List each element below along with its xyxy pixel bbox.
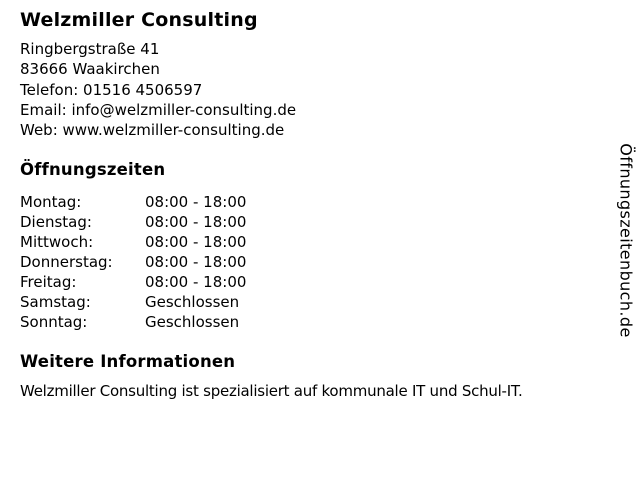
web-line: Web: www.welzmiller-consulting.de [20,121,285,140]
hours-time-value: 08:00 - 18:00 [145,273,247,291]
address-street-line: Ringbergstraße 41 [20,40,160,58]
business-name-title: Welzmiller Consulting [20,9,258,31]
contact-block [20,39,296,140]
hours-day-label: Dienstag: [20,213,92,231]
hours-row-friday [20,272,246,292]
hours-row-thursday [20,252,246,272]
more-info-heading: Weitere Informationen [20,352,236,371]
email-line: Email: info@welzmiller-consulting.de [20,100,297,119]
hours-day-label: Mittwoch: [20,233,94,251]
hours-row-tuesday [20,212,246,232]
site-watermark-vertical-label: Öffnungszeitenbuch.de [616,143,636,338]
more-info-text: Welzmiller Consulting ist spezialisiert auf kommunale IT und Schul-IT. [20,382,523,400]
hours-day-label: Freitag: [20,273,77,291]
hours-time-value: 08:00 - 18:00 [145,253,247,271]
hours-time-value: Geschlossen [145,313,240,331]
hours-day-label: Sonntag: [20,313,88,331]
hours-row-saturday [20,292,246,312]
hours-row-monday [20,192,246,212]
hours-row-sunday [20,312,246,332]
hours-time-value: Geschlossen [145,293,240,311]
phone-line: Telefon: 01516 4506597 [20,80,203,99]
hours-time-value: 08:00 - 18:00 [145,233,247,251]
opening-hours-heading: Öffnungszeiten [20,160,166,179]
hours-time-value: 08:00 - 18:00 [145,193,247,211]
address-city-line: 83666 Waakirchen [20,60,160,79]
hours-day-label: Samstag: [20,293,91,311]
hours-day-label: Montag: [20,193,82,211]
opening-hours-table [20,192,246,332]
hours-day-label: Donnerstag: [20,253,113,271]
hours-time-value: 08:00 - 18:00 [145,213,247,231]
hours-row-wednesday [20,232,246,252]
